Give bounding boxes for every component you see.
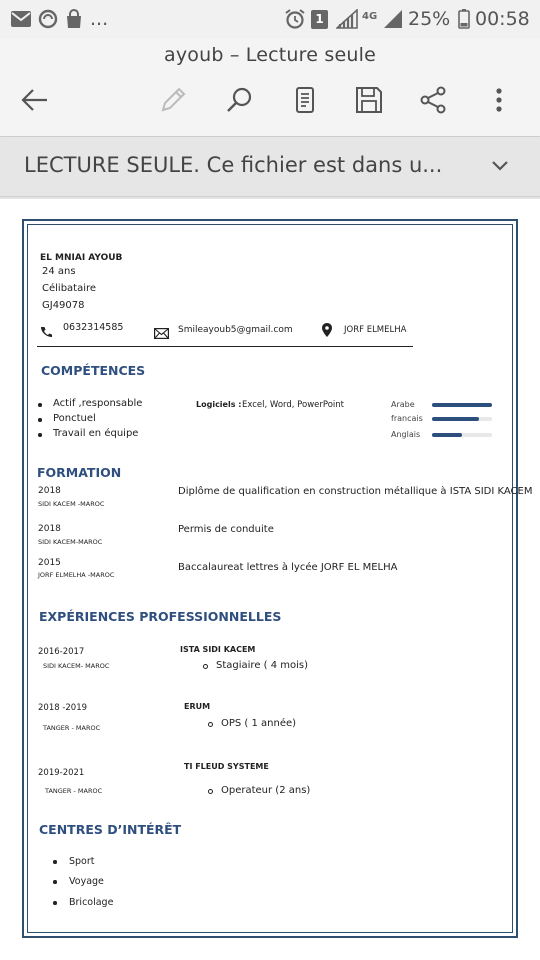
cv-name: EL MNIAI AYOUB xyxy=(40,253,123,263)
list-circle xyxy=(208,789,213,794)
experience-years: 2019-2021 xyxy=(38,768,85,778)
experience-company: TI FLEUD SYSTEME xyxy=(184,762,269,771)
language-name: francais xyxy=(391,414,423,423)
cv-id: GJ49078 xyxy=(42,300,85,311)
search-icon xyxy=(224,85,254,115)
signal-icon-2 xyxy=(383,9,403,29)
list-circle xyxy=(203,664,208,669)
document-icon xyxy=(290,85,320,115)
section-heading-interests: CENTRES D’INTÉRÊT xyxy=(39,822,182,837)
experience-role: OPS ( 1 année) xyxy=(221,718,297,729)
battery-icon xyxy=(458,9,470,29)
alarm-icon xyxy=(284,9,306,29)
language-level-bar xyxy=(432,417,492,421)
formation-desc: Permis de conduite xyxy=(178,524,274,535)
status-bar xyxy=(0,0,540,38)
competence-item: Ponctuel xyxy=(53,413,96,424)
language-name: Arabe xyxy=(391,400,415,409)
pencil-icon xyxy=(158,85,188,115)
phone-icon xyxy=(40,323,52,342)
sync-icon xyxy=(38,9,58,29)
edit-button[interactable] xyxy=(155,82,191,118)
experience-years: 2016-2017 xyxy=(38,647,85,657)
location-pin-icon xyxy=(322,322,332,341)
logiciels-value: Excel, Word, PowerPoint xyxy=(242,400,344,410)
save-button[interactable] xyxy=(351,82,387,118)
share-icon xyxy=(418,85,448,115)
formation-place: JORF ELMELHA -MAROC xyxy=(38,571,115,579)
network-type: 4G xyxy=(362,10,378,22)
clock: 00:58 xyxy=(475,8,530,30)
search-button[interactable] xyxy=(221,82,257,118)
list-bullet xyxy=(38,403,42,407)
language-level-bar xyxy=(432,433,492,437)
more-notifications: ... xyxy=(90,8,109,30)
cv-status: Célibataire xyxy=(42,283,97,294)
interest-item: Bricolage xyxy=(69,897,114,908)
sim-badge: 1 xyxy=(311,9,328,29)
cv-location: JORF ELMELHA xyxy=(344,325,407,335)
read-only-banner[interactable] xyxy=(0,137,540,197)
formation-desc: Baccalaureat lettres à lycée JORF EL MELHA xyxy=(178,562,398,573)
competence-item: Travail en équipe xyxy=(53,428,139,439)
interest-item: Voyage xyxy=(69,876,104,887)
interest-item: Sport xyxy=(69,856,95,867)
formation-desc: Diplôme de qualification en construction métallique à ISTA SIDI KACEM xyxy=(178,486,533,497)
section-heading-competences: COMPÉTENCES xyxy=(41,363,146,378)
experience-company: ISTA SIDI KACEM xyxy=(180,645,256,654)
document-page[interactable] xyxy=(0,199,540,960)
formation-year: 2018 xyxy=(38,524,61,534)
list-bullet xyxy=(53,901,57,905)
cv-age: 24 ans xyxy=(42,266,76,277)
battery-percent: 25% xyxy=(408,8,451,30)
expand-banner-button[interactable] xyxy=(488,153,512,181)
experience-role: Stagiaire ( 4 mois) xyxy=(216,660,309,671)
list-bullet xyxy=(53,880,57,884)
more-options-button[interactable] xyxy=(481,82,517,118)
banner-text: LECTURE SEULE. Ce fichier est dans u... xyxy=(24,153,443,177)
language-level-bar xyxy=(432,403,492,407)
experience-years: 2018 -2019 xyxy=(38,703,88,713)
share-button[interactable] xyxy=(415,82,451,118)
list-bullet xyxy=(38,433,42,437)
section-heading-experiences: EXPÉRIENCES PROFESSIONNELLES xyxy=(39,609,282,624)
reading-mode-button[interactable] xyxy=(287,82,323,118)
list-circle xyxy=(208,722,213,727)
formation-year: 2018 xyxy=(38,486,61,496)
language-name: Anglais xyxy=(391,430,421,439)
cv-phone: 0632314585 xyxy=(63,322,124,333)
arrow-left-icon xyxy=(20,85,50,115)
experience-place: TANGER - MAROC xyxy=(43,724,101,732)
header-divider xyxy=(37,346,413,347)
logiciels-label: Logiciels : xyxy=(196,400,242,409)
list-bullet xyxy=(53,860,57,864)
document-title: ayoub – Lecture seule xyxy=(164,44,376,66)
gmail-icon xyxy=(10,9,32,29)
more-vert-icon xyxy=(484,85,514,115)
cv-email: Smileayoub5@gmail.com xyxy=(178,325,293,335)
list-bullet xyxy=(38,418,42,422)
email-icon xyxy=(154,324,169,343)
competence-item: Actif ,responsable xyxy=(53,398,143,409)
formation-place: SIDI KACEM-MAROC xyxy=(38,538,103,546)
save-icon xyxy=(354,85,384,115)
app-bar xyxy=(0,38,540,136)
experience-role: Operateur (2 ans) xyxy=(221,785,311,796)
signal-icon xyxy=(336,9,358,29)
shopping-bag-icon xyxy=(65,9,83,29)
chevron-down-icon xyxy=(488,153,512,177)
back-button[interactable] xyxy=(17,82,53,118)
formation-year: 2015 xyxy=(38,558,61,568)
formation-place: SIDI KACEM -MAROC xyxy=(38,500,105,508)
experience-place: TANGER - MAROC xyxy=(45,787,103,795)
experience-company: ERUM xyxy=(184,702,211,711)
experience-place: SIDI KACEM- MAROC xyxy=(43,662,110,670)
section-heading-formation: FORMATION xyxy=(37,465,122,480)
